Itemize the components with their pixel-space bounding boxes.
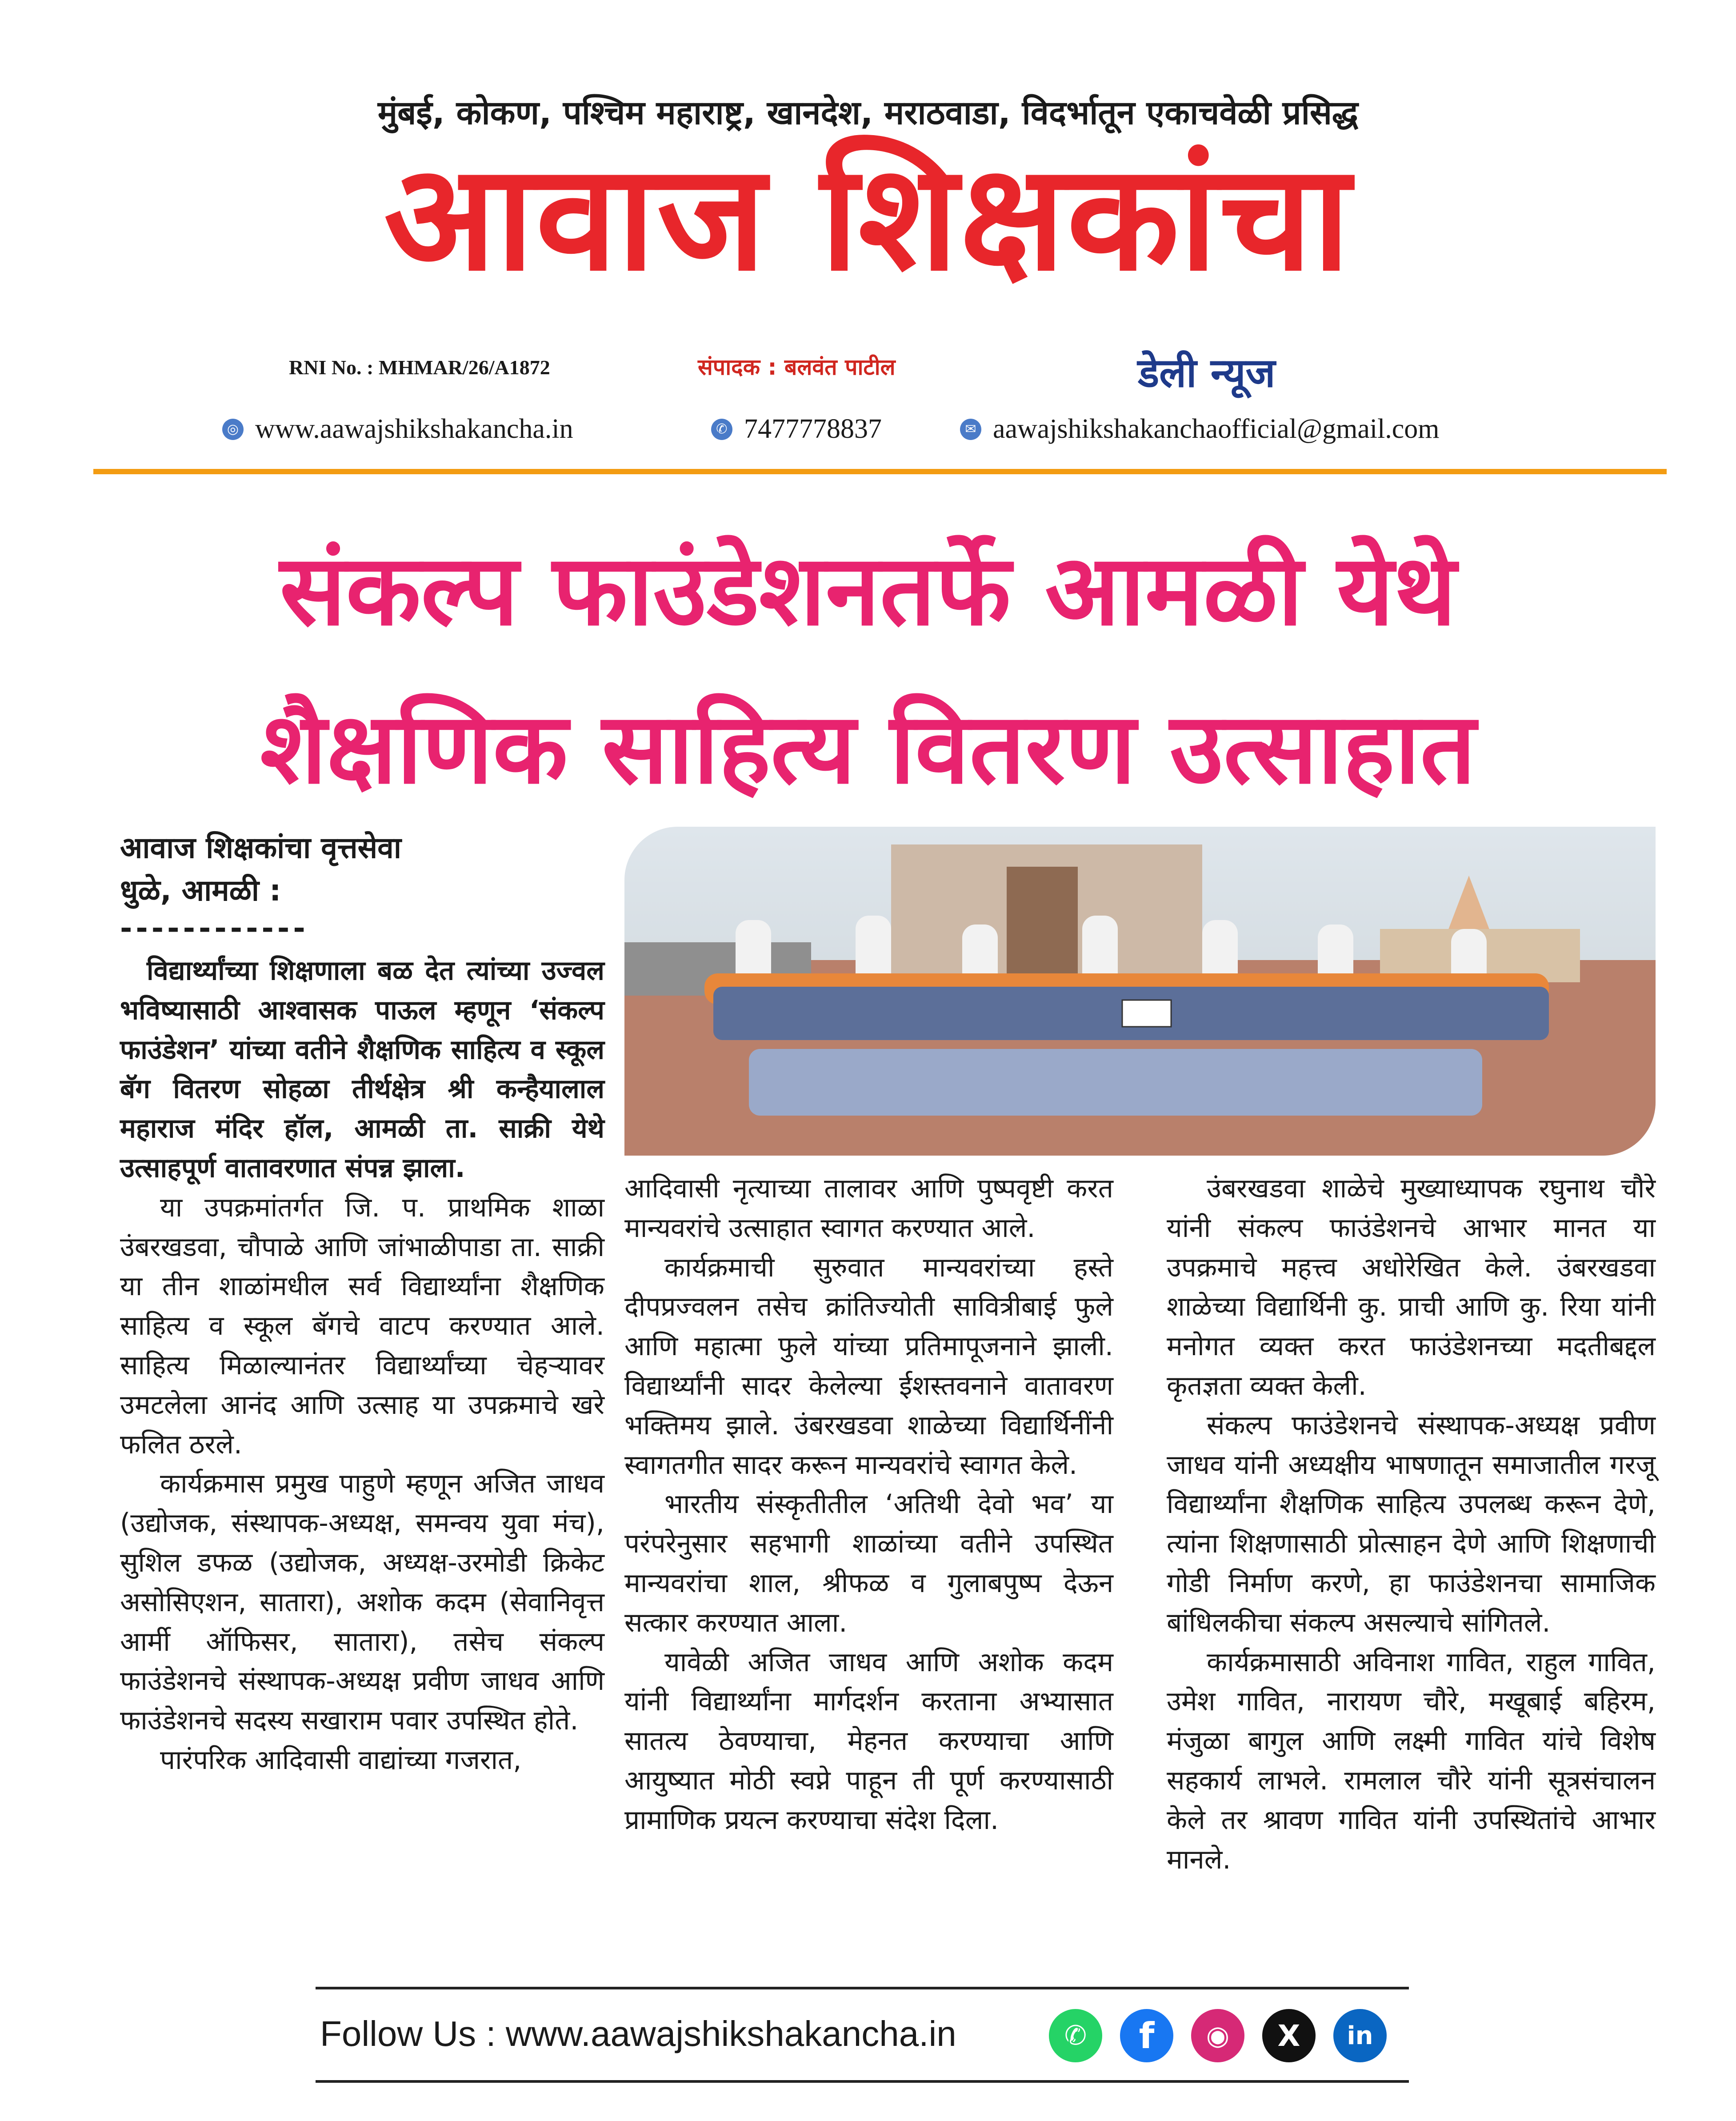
paragraph: कार्यक्रमास प्रमुख पाहुणे म्हणून अजित जाधव (उद्योजक, संस्थापक-अध्यक्ष, समन्वय युवा मंच), सुशिल डफळ (उद्योजक, अध्यक्ष-उरमोडी क्रिकेट असोसिएशन, सातारा), अशोक कदम (सेवानिवृत्त आर्मी ऑफिसर, सातारा), तसेच संकल्प फाउंडेशनचे संस्थापक-अध्यक्ष प्रवीण जाधव आणि फाउंडेशनचे सदस्य सखाराम पवार उपस्थित होते. (120, 1468, 604, 1737)
mail-icon: ✉ (960, 419, 981, 440)
email-contact[interactable] (960, 413, 1440, 445)
email-text[interactable]: aawajshikshakanchaofficial@gmail.com (993, 414, 1440, 444)
paragraph: संकल्प फाउंडेशनचे संस्थापक-अध्यक्ष प्रवीण जाधव यांनी अध्यक्षीय भाषणातून समाजातील गरजू विद्यार्थ्यांना शैक्षणिक साहित्य उपलब्ध करून देणे, त्यांना शिक्षणासाठी प्रोत्साहन देणे आणि शिक्षणाची गोडी निर्माण करणे, हा फाउंडेशनचा सामाजिक बांधिलकीचा संकल्प असल्याचे सांगितले. (1167, 1409, 1656, 1638)
masthead-title: आवाज शिक्षकांचा (384, 132, 1352, 303)
paragraph: यावेळी अजित जाधव आणि अशोक कदम यांनी विद्यार्थ्यांना मार्गदर्शन करताना अभ्यासात सातत्य ठेवण्याचा, मेहनत करण्याचा आणि आयुष्यात मोठी स्वप्ने पाहून ती पूर्ण करण्यासाठी प्रामाणिक प्रयत्न करण्याचा संदेश दिला. (624, 1646, 1113, 1836)
headline-line-1: संकल्प फाउंडेशनतर्फे आमळी येथे (280, 533, 1456, 647)
follow-us-text[interactable]: Follow Us : www.aawajshikshakancha.in (320, 2014, 956, 2053)
website-contact[interactable] (222, 413, 573, 445)
tagline: मुंबई, कोकण, पश्चिम महाराष्ट्र, खानदेश, मराठवाडा, विदर्भातून एकाचवेळी प्रसिद्ध (377, 94, 1359, 132)
editor-name: संपादक : बलवंत पाटील (698, 354, 896, 380)
header-divider (93, 469, 1667, 474)
headline-line-2: शैक्षणिक साहित्य वितरण उत्साहात (260, 692, 1476, 806)
daily-news-label: डेली न्यूज (1138, 350, 1276, 396)
x-icon[interactable]: X (1262, 2009, 1316, 2062)
paragraph: भारतीय संस्कृतीतील ‘अतिथी देवो भव’ या परंपरेनुसार सहभागी शाळांच्या वतीने उपस्थित मान्यवरांचा शाल, श्रीफळ व गुलाबपुष्प देऊन सत्कार करण्यात आला. (624, 1489, 1113, 1638)
phone-contact[interactable] (711, 413, 882, 445)
byline (120, 827, 401, 912)
paragraph: आदिवासी नृत्याच्या तालावर आणि पुष्पवृष्टी करत मान्यवरांचे उत्साहात स्वागत करण्यात आले. (624, 1173, 1113, 1244)
footer-bottom-rule (316, 2080, 1409, 2083)
article-column-1 (120, 951, 604, 1780)
rni-number: RNI No. : MHMAR/26/A1872 (289, 356, 550, 379)
phone-text[interactable]: 7477778837 (744, 414, 882, 444)
paragraph: उंबरखडवा शाळेचे मुख्याध्यापक रघुनाथ चौरे यांनी संकल्प फाउंडेशनचे आभार मानत या उपक्रमाचे महत्त्व अधोरेखित केले. उंबरखडवा शाळेच्या विद्यार्थिनी कु. प्राची आणि कु. रिया यांनी मनोगत व्यक्त करत फाउंडेशनच्या मदतीबद्दल कृतज्ञता व्यक्त केली. (1167, 1173, 1656, 1401)
lead-paragraph: विद्यार्थ्यांच्या शिक्षणाला बळ देत त्यांच्या उज्वल भविष्यासाठी आश्वासक पाऊल म्हणून ‘संकल्प फाउंडेशन’ यांच्या वतीने शैक्षणिक साहित्य व स्कूल बॅग वितरण सोहळा तीर्थक्षेत्र श्री कन्हैयालाल महाराज मंदिर हॉल, आमळी ता. साक्री येथे उत्साहपूर्ण वातावरणात संपन्न झाला. (120, 955, 604, 1184)
paragraph: पारंपरिक आदिवासी वाद्यांच्या गजरात, (160, 1744, 522, 1776)
website-text[interactable]: www.aawajshikshakancha.in (255, 414, 573, 444)
byline-place: धुळे, आमळी : (120, 873, 281, 908)
paragraph: कार्यक्रमासाठी अविनाश गावित, राहुल गावित, उमेश गावित, नारायण चौरे, मखूबाई बहिरम, मंजुळा बागुल आणि लक्ष्मी गावित यांचे विशेष सहकार्य लाभले. रामलाल चौरे यांनी सूत्रसंचालन केले तर श्रावण गावित यांनी उपस्थितांचे आभार मानले. (1167, 1646, 1656, 1875)
article-column-3 (1167, 1169, 1656, 1879)
event-photo (624, 827, 1656, 1156)
whatsapp-icon[interactable]: ✆ (1049, 2009, 1102, 2062)
paragraph: या उपक्रमांतर्गत जि. प. प्राथमिक शाळा उंबरखडवा, चौपाळे आणि जांभाळीपाडा ता. साक्री या तीन शाळांमधील सर्व विद्यार्थ्यांना शैक्षणिक साहित्य व स्कूल बॅगचे वाटप करण्यात आले. साहित्य मिळाल्यानंतर विद्यार्थ्यांच्या चेहऱ्यावर उमटलेला आनंद आणि उत्साह या उपक्रमाचे खरे फलित ठरले. (120, 1192, 604, 1460)
globe-icon: ◎ (222, 419, 244, 440)
footer-top-rule (316, 1987, 1409, 1989)
instagram-icon[interactable]: ◉ (1191, 2009, 1244, 2062)
phone-icon: ✆ (711, 419, 732, 440)
byline-divider: ------------ (120, 911, 309, 945)
paragraph: कार्यक्रमाची सुरुवात मान्यवरांच्या हस्ते दीपप्रज्वलन तसेच क्रांतिज्योती सावित्रीबाई फुले आणि महात्मा फुले यांच्या प्रतिमापूजनाने झाली. विद्यार्थ्यांनी सादर केलेल्या ईशस्तवनाने वातावरण भक्तिमय झाले. उंबरखडवा शाळेच्या विद्यार्थिनींनी स्वागतगीत सादर करून मान्यवरांचे स्वागत केले. (624, 1252, 1113, 1481)
linkedin-icon[interactable]: in (1333, 2009, 1387, 2062)
article-column-2 (624, 1169, 1113, 1840)
facebook-icon[interactable]: f (1120, 2009, 1173, 2062)
article-headline (0, 511, 1736, 828)
byline-agency: आवाज शिक्षकांचा वृत्तसेवा (120, 831, 401, 865)
